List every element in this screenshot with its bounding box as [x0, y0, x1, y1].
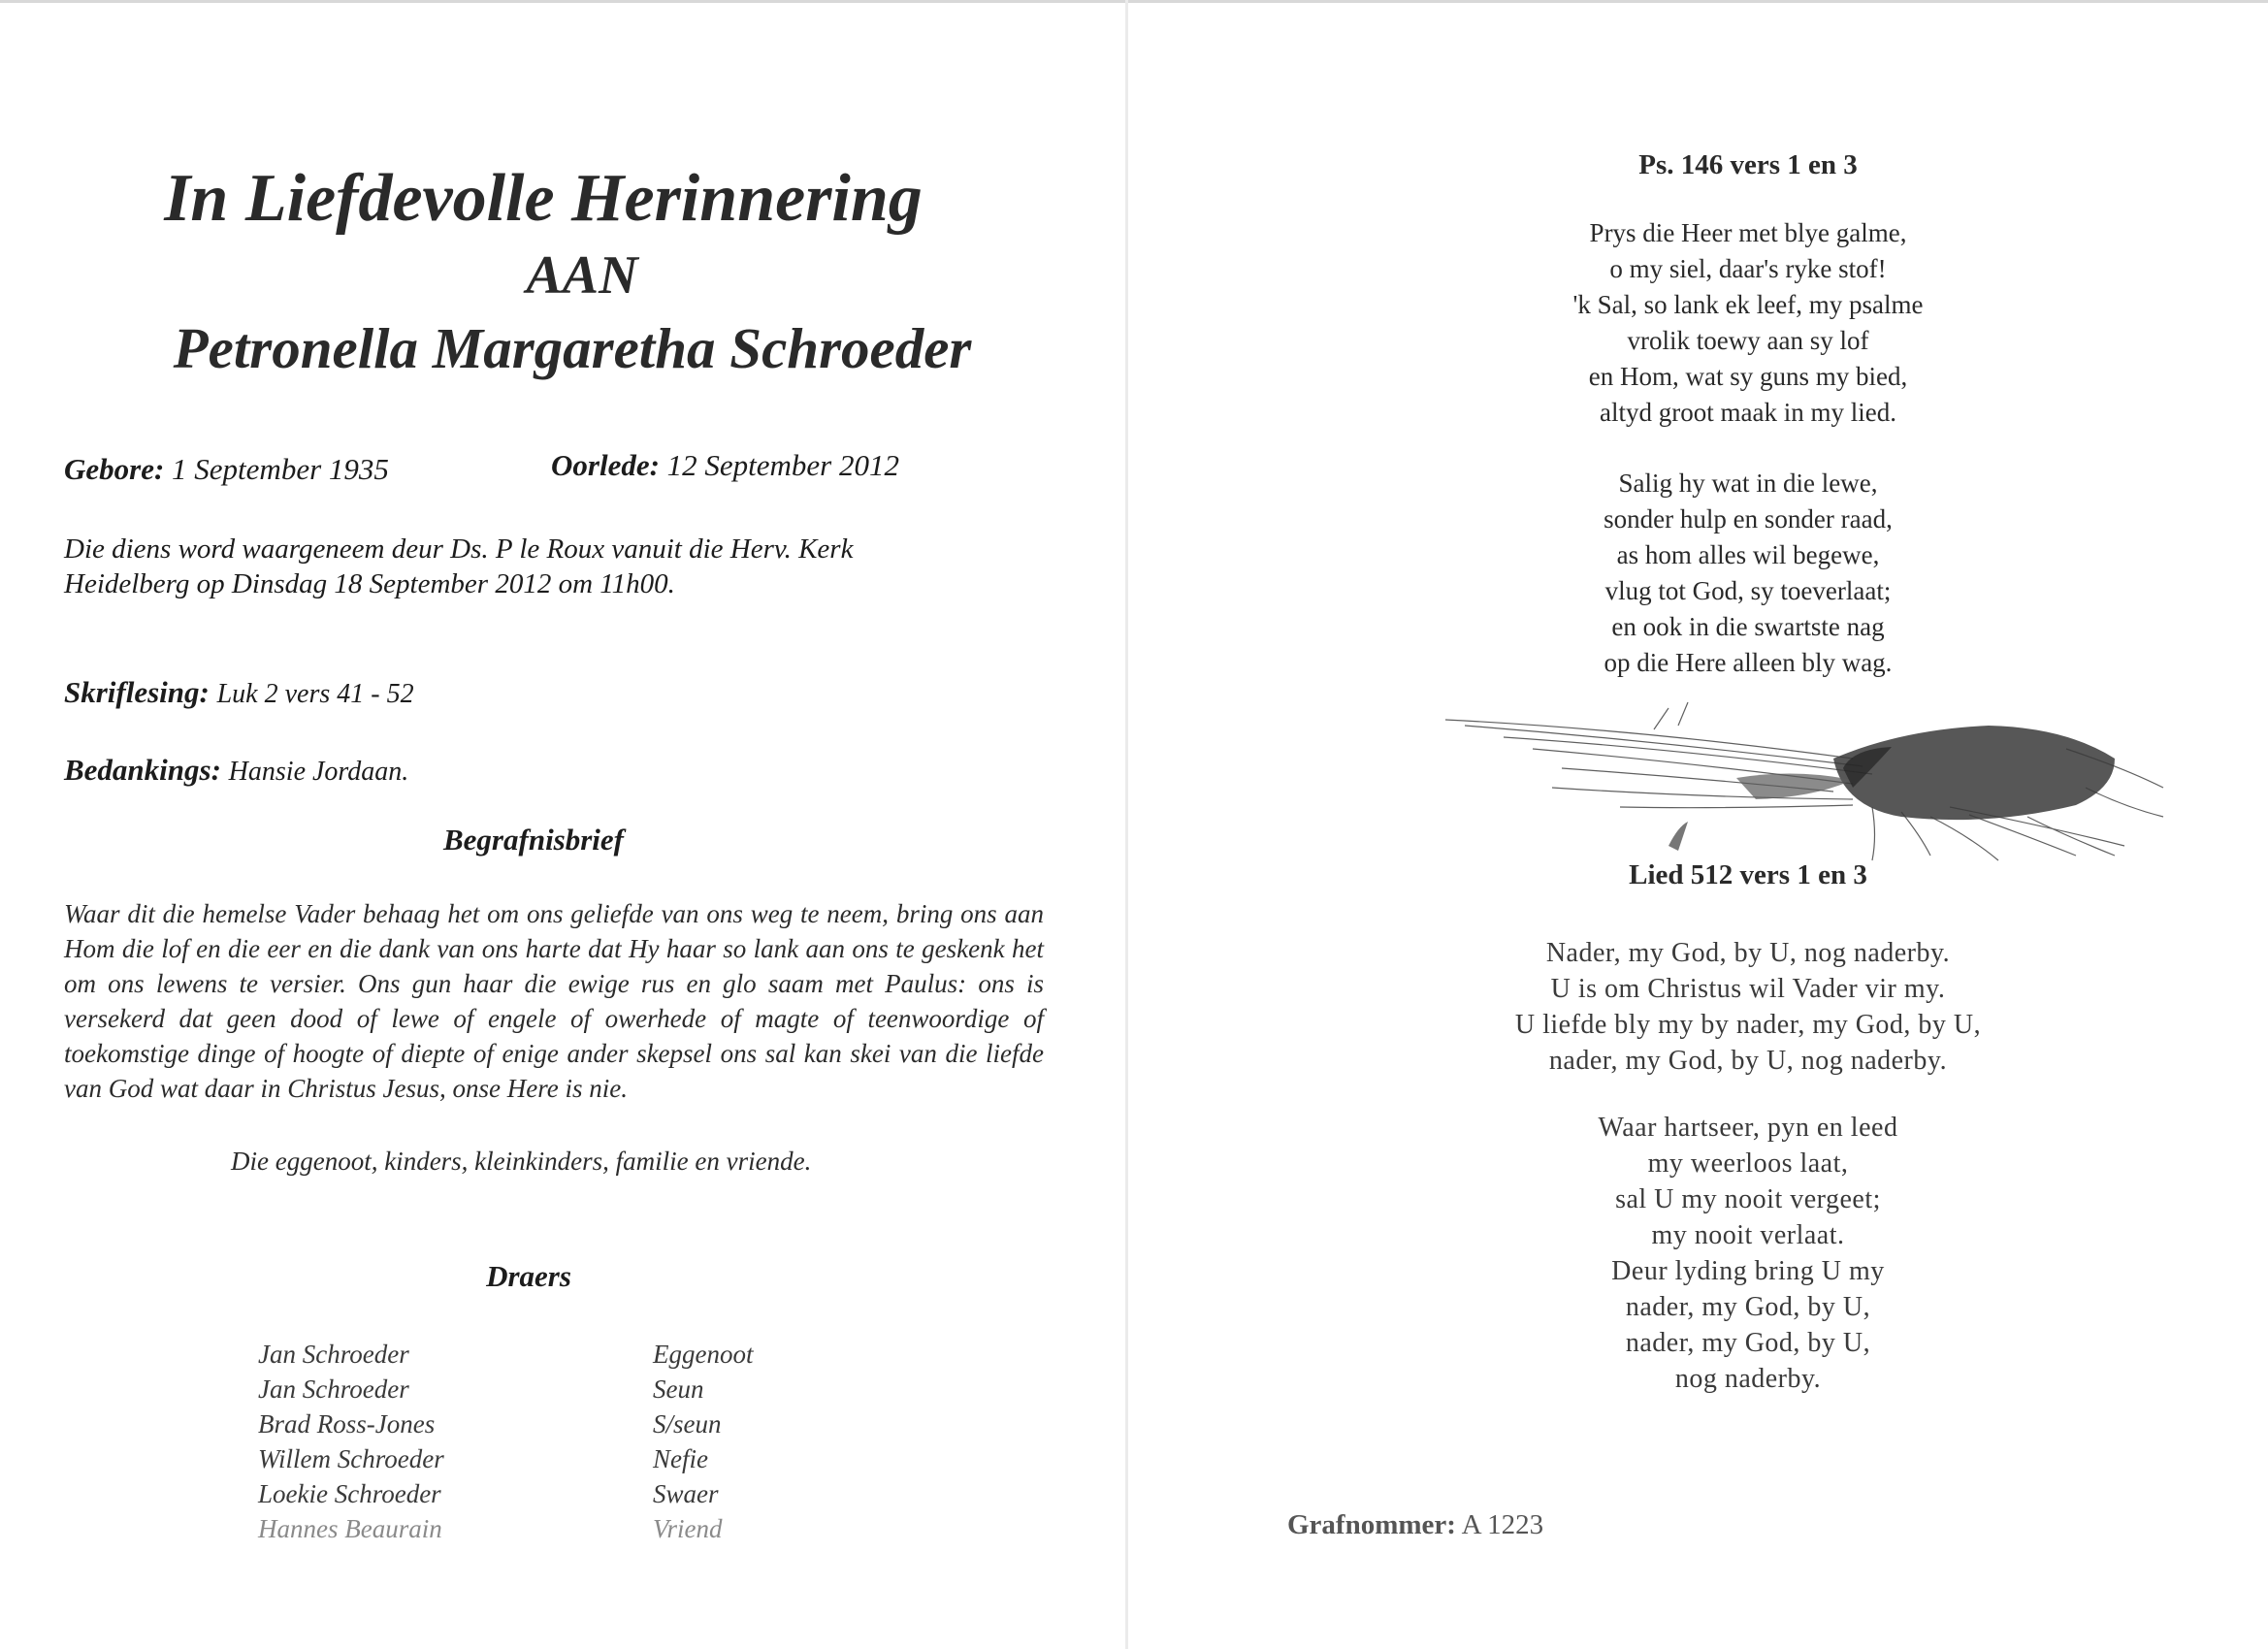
verse-line: nog naderby. [1674, 1364, 1822, 1394]
bearer-row [258, 1441, 782, 1476]
verse-line: nader, my God, by U, [1625, 1328, 1871, 1358]
thanks-label: Bedankings: [64, 753, 221, 787]
bearer-row [258, 1372, 782, 1406]
psalm-stanza-2 [1428, 466, 2068, 681]
deceased-name: Petronella Margaretha Schroeder [173, 316, 972, 380]
thanks-value: Hansie Jordaan. [228, 757, 409, 787]
reading-label: Skriflesing: [64, 675, 210, 709]
letter-heading: Begrafnisbrief [443, 823, 624, 857]
bearer-relation: Vriend [653, 1514, 723, 1543]
died-label: Oorlede: [551, 448, 660, 482]
verse-line: nader, my God, by U, [1625, 1292, 1871, 1322]
verse-line: nader, my God, by U, nog naderby. [1548, 1046, 1948, 1076]
bearer-relation: S/seun [653, 1409, 722, 1439]
bearer-relation: Seun [653, 1374, 704, 1404]
hymn-stanza-2 [1428, 1110, 2068, 1397]
verse-line: altyd groot maak in my lied. [1600, 398, 1896, 427]
hymn-stanza-1 [1399, 935, 2097, 1079]
bearer-relation: Swaer [653, 1479, 719, 1508]
verse-line: U liefde bly my by nader, my God, by U, [1514, 1010, 1982, 1040]
bearer-row [258, 1337, 782, 1372]
verse-line: sal U my nooit vergeet; [1615, 1184, 1881, 1214]
verse-line: my weerloos laat, [1647, 1148, 1849, 1179]
born-label: Gebore: [64, 452, 165, 486]
bearer-name: Loekie Schroeder [258, 1479, 441, 1508]
service-line-2: Heidelberg op Dinsdag 18 September 2012 om 11h00. [64, 568, 675, 599]
feather-illustration [1445, 691, 2173, 865]
verse-line: Waar hartseer, pyn en leed [1598, 1113, 1898, 1143]
bearer-name: Brad Ross-Jones [258, 1409, 436, 1439]
verse-line: U is om Christus wil Vader vir my. [1550, 974, 1946, 1004]
reading-line [64, 675, 414, 710]
bearer-row [258, 1406, 782, 1441]
psalm-heading: Ps. 146 vers 1 en 3 [1638, 149, 1858, 180]
grave-number-line [1287, 1509, 1543, 1541]
letter-body: Waar dit die hemelse Vader behaag het om ons geliefde van ons weg te neem, bring ons aan Hom die lof en die eer en die dank van ons harte dat Hy haar so lank aan ons te geskenk het om ons lewens te versier. Ons gun haar die ewige rus en glo saam met Paulus: ons is versekerd dat geen dood of lewe of engele of owerhede of magte of teenwoordige of toekomstige dinge of hoogte of diepte of enige ander skepsel ons sal kan skei van die liefde van God wat daar in Christus Jesus, onse Here is nie. [64, 899, 1044, 1103]
page-top-edge [0, 0, 2268, 3]
bearer-name: Willem Schroeder [258, 1444, 444, 1473]
bearer-row [258, 1511, 782, 1546]
verse-line: Salig hy wat in die lewe, [1618, 469, 1878, 498]
born-line [64, 452, 389, 487]
bearer-relation: Nefie [653, 1444, 708, 1473]
bearers-heading: Draers [486, 1259, 571, 1293]
verse-line: Nader, my God, by U, nog naderby. [1545, 938, 1951, 968]
bearer-name: Hannes Beaurain [258, 1514, 442, 1543]
bearers-list [258, 1337, 782, 1546]
verse-line: Deur lyding bring U my [1611, 1256, 1885, 1286]
died-date: 12 September 2012 [666, 448, 899, 482]
verse-line: vlug tot God, sy toeverlaat; [1604, 576, 1892, 605]
bearer-row [258, 1476, 782, 1511]
bearer-name: Jan Schroeder [258, 1340, 409, 1369]
verse-line: o my siel, daar's ryke stof! [1609, 254, 1887, 283]
bearer-relation: Eggenoot [653, 1340, 754, 1369]
service-line-1: Die diens word waargeneem deur Ds. P le Roux vanuit die Herv. Kerk [64, 534, 854, 565]
hymn-heading: Lied 512 vers 1 en 3 [1629, 859, 1867, 890]
verse-line: en ook in die swartste nag [1611, 612, 1885, 641]
thanks-line [64, 753, 408, 788]
died-line [551, 448, 899, 483]
verse-line: my nooit verlaat. [1651, 1220, 1845, 1250]
page-fold [1125, 0, 1128, 1649]
reading-value: Luk 2 vers 41 - 52 [216, 679, 414, 709]
letter-signoff: Die eggenoot, kinders, kleinkinders, familie en vriende. [231, 1147, 812, 1176]
psalm-stanza-1 [1428, 215, 2068, 431]
verse-line: as hom alles wil begewe, [1616, 540, 1880, 569]
verse-line: Prys die Heer met blye galme, [1589, 218, 1907, 247]
verse-line: 'k Sal, so lank ek leef, my psalme [1572, 290, 1924, 319]
verse-line: sonder hulp en sonder raad, [1604, 504, 1893, 534]
verse-line: vrolik toewy aan sy lof [1627, 326, 1869, 355]
verse-line: en Hom, wat sy guns my bied, [1588, 362, 1908, 391]
grave-value: A 1223 [1461, 1509, 1544, 1540]
verse-line: op die Here alleen bly wag. [1604, 648, 1893, 677]
memorial-title: In Liefdevolle Herinnering [164, 161, 923, 236]
bearer-name: Jan Schroeder [258, 1374, 409, 1404]
memorial-aan: AAN [526, 245, 638, 306]
born-date: 1 September 1935 [172, 452, 389, 486]
grave-label: Grafnommer: [1287, 1509, 1456, 1540]
